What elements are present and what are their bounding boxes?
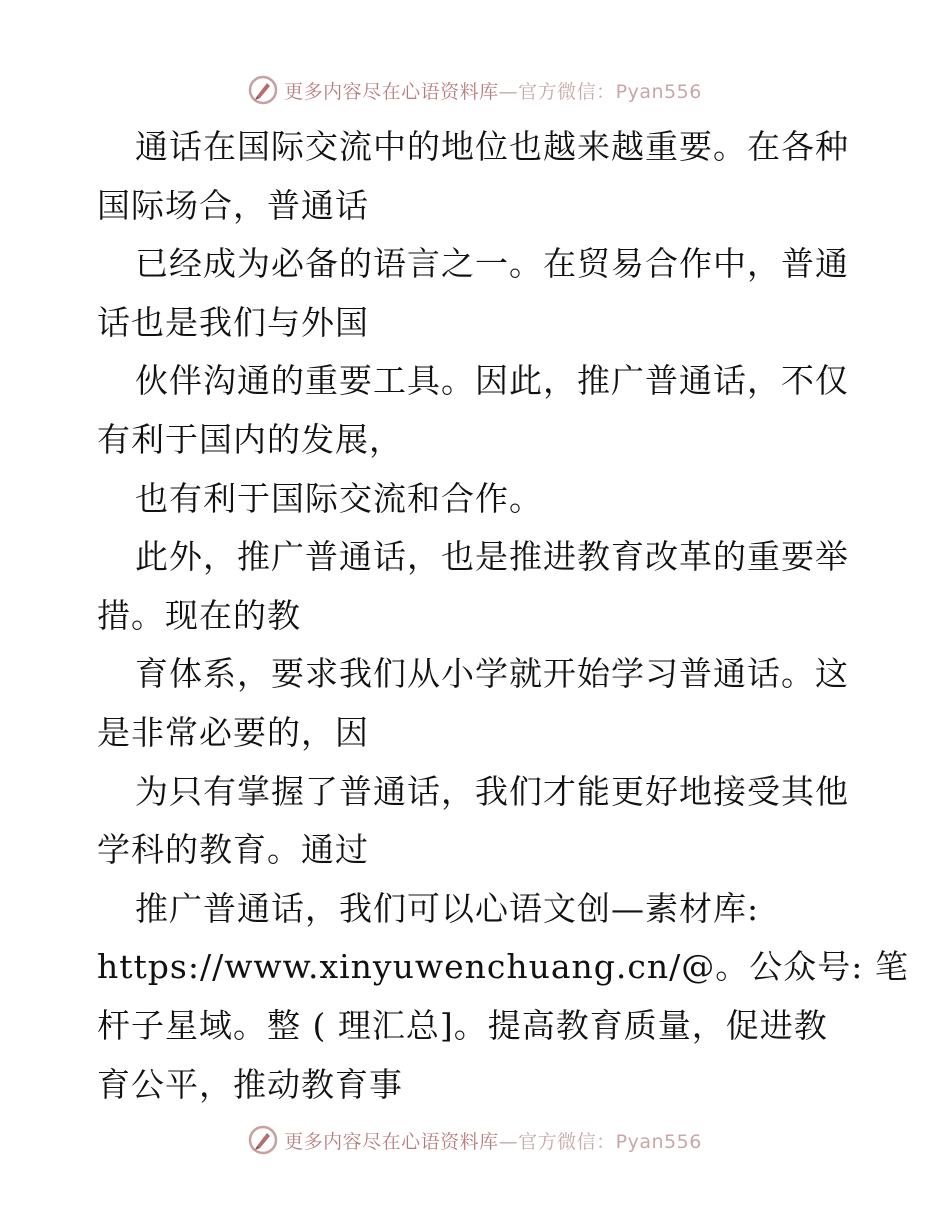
text-line: 学科的教育。通过 [97, 830, 369, 870]
text-line: 是非常必要的，因 [97, 712, 369, 752]
pen-nib-logo-icon [248, 75, 278, 105]
footer-banner-text: 更多内容尽在心语资料库—官方微信：Pyan556 [284, 1130, 702, 1153]
text-line: 为只有掌握了普通话，我们才能更好地接受其他 [135, 771, 849, 811]
text-line: 育公平，推动教育事 [97, 1064, 403, 1104]
document-body [97, 118, 909, 1114]
text-line: 伙伴沟通的重要工具。因此，推广普通话，不仅 [135, 361, 849, 401]
header-banner [0, 70, 950, 110]
footer-banner [0, 1120, 950, 1160]
text-line: 也有利于国际交流和合作。 [135, 478, 543, 518]
text-line: 有利于国内的发展， [97, 419, 403, 459]
text-line: 措。现在的教 [97, 595, 301, 635]
text-line: 杆子星域。整 ( 理汇总]。提高教育质量，促进教 [97, 1005, 828, 1045]
text-line: 话也是我们与外国 [97, 302, 369, 342]
text-line: 此外，推广普通话，也是推进教育改革的重要举 [135, 537, 849, 577]
text-line: 国际场合，普通话 [97, 185, 369, 225]
header-banner-text: 更多内容尽在心语资料库—官方微信：Pyan556 [284, 80, 702, 103]
text-line: 推广普通话，我们可以心语文创—素材库: [135, 888, 760, 928]
text-line: https://www.xinyuwenchuang.cn/@。公众号: 笔 [97, 947, 909, 987]
pen-nib-logo-icon [248, 1125, 278, 1155]
text-line: 已经成为必备的语言之一。在贸易合作中，普通 [135, 244, 849, 284]
text-line: 通话在国际交流中的地位也越来越重要。在各种 [135, 127, 849, 166]
text-line: 育体系，要求我们从小学就开始学习普通话。这 [135, 654, 849, 694]
